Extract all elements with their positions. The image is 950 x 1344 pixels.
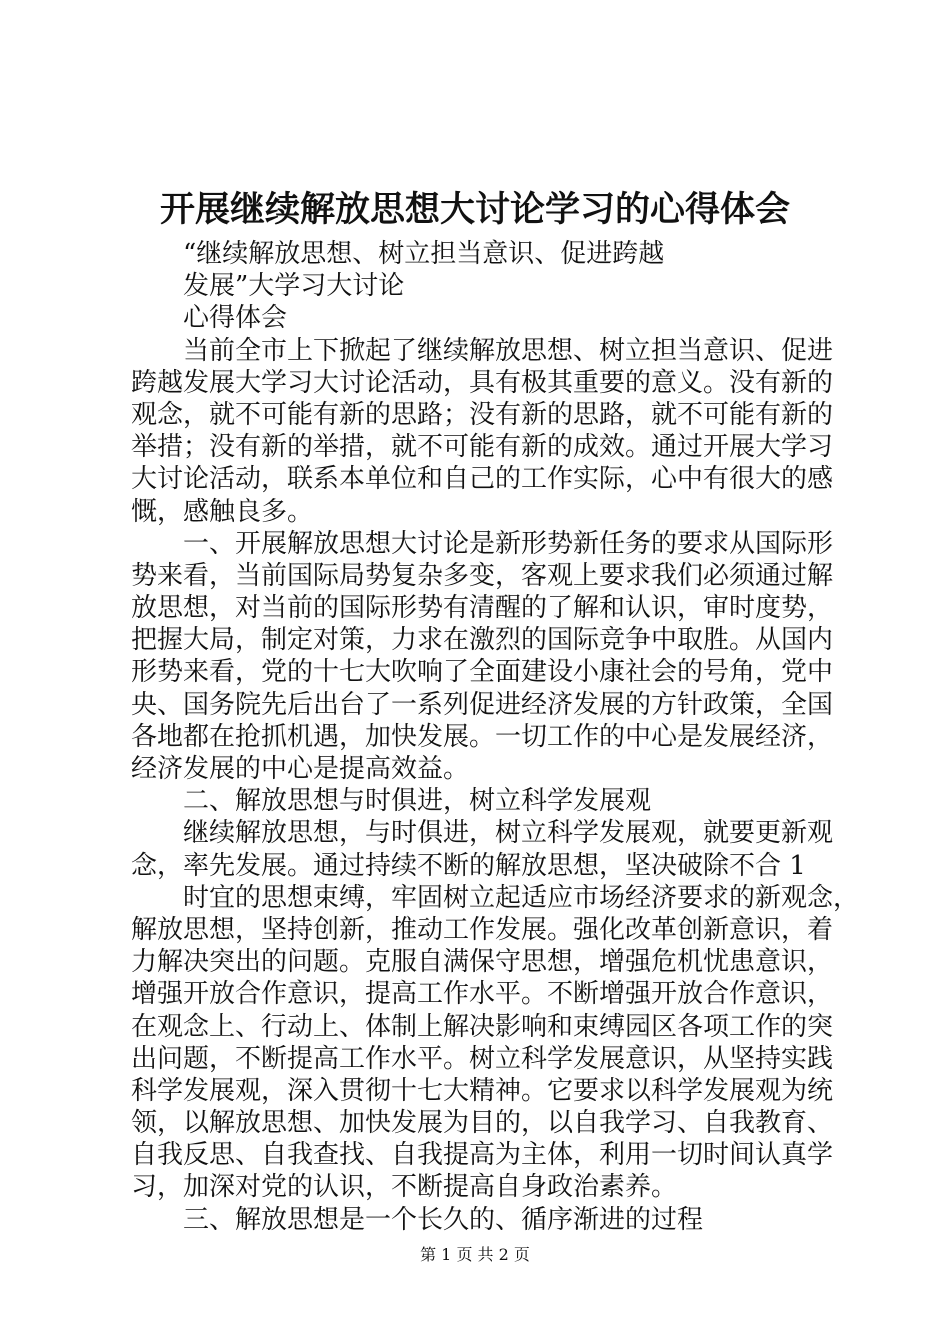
body-line: 放思想，对当前的国际形势有清醒的了解和认识，审时度势， (131, 593, 834, 624)
document-title: 开展继续解放思想大讨论学习的心得体会 (159, 189, 790, 230)
body-line: 继续解放思想，与时俱进，树立科学发展观，就要更新观 (183, 818, 834, 849)
body-line: 习，加深对党的认识，不断提高自身政治素养。 (131, 1172, 678, 1203)
body-line: 念，率先发展。通过持续不断的解放思想，坚决破除不合 1 (131, 850, 806, 881)
body-line: 大讨论活动，联系本单位和自己的工作实际，心中有很大的感 (131, 464, 834, 495)
body-line: 势来看，当前国际局势复杂多变，客观上要求我们必须通过解 (131, 560, 834, 591)
body-line: 形势来看，党的十七大吹响了全面建设小康社会的号角，党中 (131, 657, 834, 688)
body-line: 一、开展解放思想大讨论是新形势新任务的要求从国际形 (183, 528, 834, 559)
body-line: 各地都在抢抓机遇，加快发展。一切工作的中心是发展经济， (131, 721, 834, 752)
body-line: 自我反思、自我查找、自我提高为主体，利用一切时间认真学 (131, 1140, 834, 1171)
body-line: 科学发展观，深入贯彻十七大精神。它要求以科学发展观为统 (131, 1075, 834, 1106)
body-line: 经济发展的中心是提高效益。 (131, 754, 470, 784)
body-line: 当前全市上下掀起了继续解放思想、树立担当意识、促进 (183, 335, 834, 366)
body-line: 在观念上、行动上、体制上解决影响和束缚园区各项工作的突 (131, 1011, 834, 1042)
body-line: 二、解放思想与时俱进，树立科学发展观 (183, 786, 652, 817)
body-line: 举措；没有新的举措，就不可能有新的成效。通过开展大学习 (131, 432, 834, 463)
body-line: 跨越发展大学习大讨论活动，具有极其重要的意义。没有新的 (131, 367, 834, 398)
body-line: 央、国务院先后出台了一系列促进经济发展的方针政策，全国 (131, 689, 834, 720)
body-line: 解放思想，坚持创新，推动工作发展。强化改革创新意识，着 (131, 914, 834, 945)
body-line: 力解决突出的问题。克服自满保守思想，增强危机忧患意识， (131, 947, 834, 978)
body-line: 出问题，不断提高工作水平。树立科学发展意识，从坚持实践 (131, 1043, 834, 1074)
body-line: 观念，就不可能有新的思路；没有新的思路，就不可能有新的 (131, 399, 834, 430)
body-line: 领，以解放思想、加快发展为目的，以自我学习、自我教育、 (131, 1108, 834, 1139)
page-footer: 第 1 页 共 2 页 (420, 1245, 530, 1264)
body-line: 慨，感触良多。 (131, 496, 314, 527)
document-body (131, 238, 860, 1236)
body-line: 时宜的思想束缚，牢固树立起适应市场经济要求的新观念， (183, 882, 860, 913)
body-line: 心得体会 (183, 303, 288, 334)
body-line: 发展”大学习大讨论 (183, 271, 405, 302)
body-line: 增强开放合作意识，提高工作水平。不断增强开放合作意识， (131, 979, 834, 1010)
body-line: 三、解放思想是一个长久的、循序渐进的过程 (183, 1204, 704, 1235)
body-line: “继续解放思想、树立担当意识、促进跨越 (183, 239, 665, 269)
body-line: 把握大局，制定对策，力求在激烈的国际竞争中取胜。从国内 (131, 625, 834, 656)
